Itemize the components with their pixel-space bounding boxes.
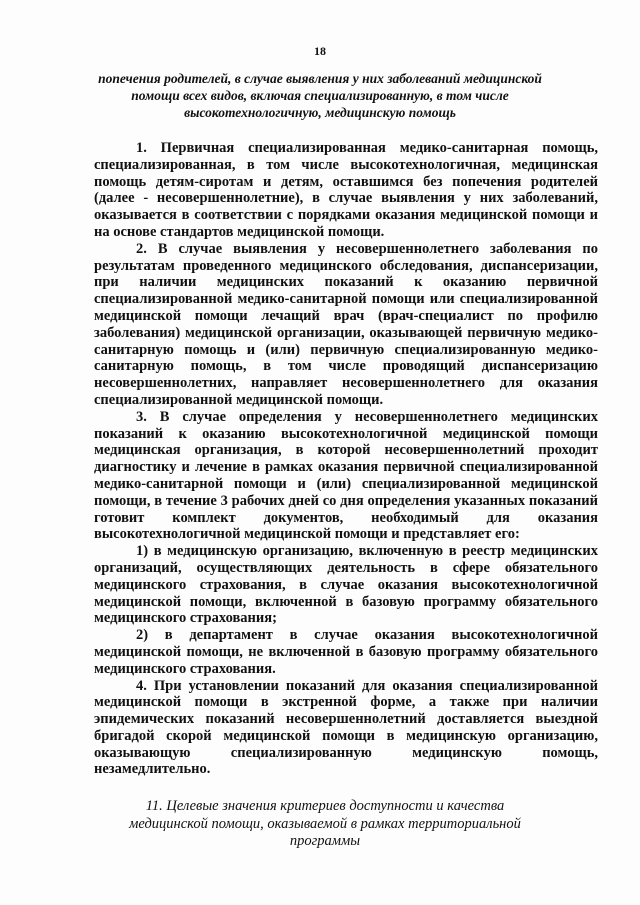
paragraph: 1) в медицинскую организацию, включенную в реестр медицинских организаций, осуществляющих деятельность в сфере обязательного медицинского страхования, в случае оказания высокотехнологичной медицинской помощи, включенной в базовую программу обязательного медицинского страхования; <box>94 543 598 627</box>
paragraph: 3. В случае определения у несовершеннолетнего медицинских показаний к оказанию высокотехнологичной медицинской помощи медицинская организация, в которой несовершеннолетний проходит диагностику и лечение в рамках оказания первичной специализированной медико-санитарной помощи и (или) специализированной медицинской помощи, в течение 3 рабочих дней со дня определения указанных показаний готовит комплект документов, необходимый для оказания высокотехнологичной медицинской помощи и представляет его: <box>94 408 598 543</box>
paragraph: 1. Первичная специализированная медико-санитарная помощь, специализированная, в том числе высокотехнологичная, медицинская помощь детям-сиротам и детям, оставшимся без попечения родителей (далее - несовершеннолетние), в случае выявления у них заболеваний, оказывается в соответствии с порядками оказания медицинской помощи и на основе стандартов медицинской помощи. <box>94 140 598 240</box>
body-text <box>94 140 598 778</box>
section-heading-continuation: попечения родителей, в случае выявления у них заболеваний медицинской помощи всех видов, включая специализированную, в том числе высокотехнологичную, медицинскую помощь <box>98 71 542 120</box>
page-number: 18 <box>314 44 326 58</box>
section-heading: 11. Целевые значения критериев доступности и качества медицинской помощи, оказываемой в рамках территориальной программы <box>129 798 521 849</box>
paragraph: 2) в департамент в случае оказания высокотехнологичной медицинской помощи, не включенной в базовую программу обязательного медицинского страхования. <box>94 627 598 677</box>
paragraph: 2. В случае выявления у несовершеннолетнего заболевания по результатам проведенного медицинского обследования, диспансеризации, при наличии медицинских показаний к оказанию первичной специализированной медико-санитарной помощи или специализированной медицинской помощи лечащий врач (врач-специалист по профилю заболевания) медицинской организации, оказывающей первичную медико-санитарную помощь и (или) первичную специализированную медико-санитарную помощь, в том числе проводящий диспансеризацию несовершеннолетних, направляет несовершеннолетнего для оказания специализированной медицинской помощи. <box>94 240 598 408</box>
paragraph: 4. При установлении показаний для оказания специализированной медицинской помощи в экстренной форме, а также при наличии эпидемических показаний несовершеннолетний доставляется выездной бригадой скорой медицинской помощи в медицинскую организацию, оказывающую специализированную медицинскую помощь, незамедлительно. <box>94 677 598 778</box>
